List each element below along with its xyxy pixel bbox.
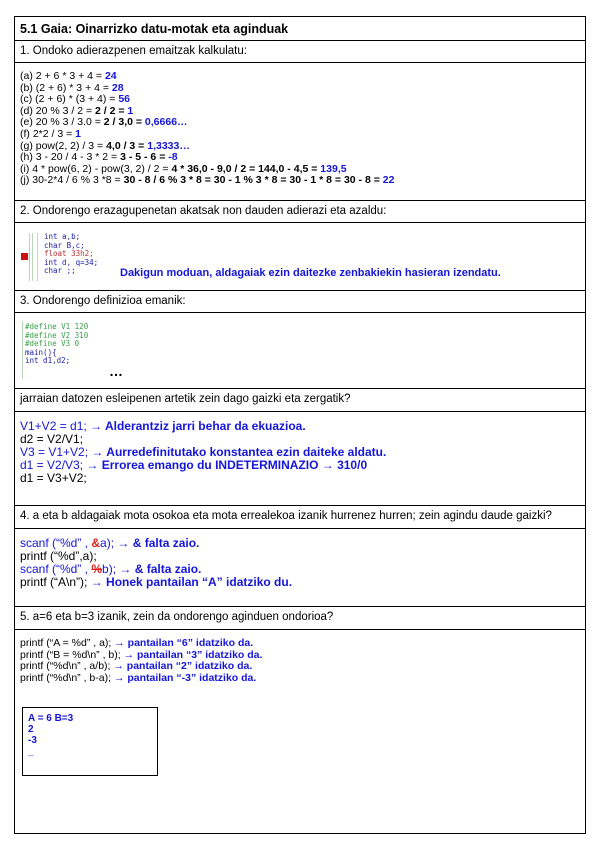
code-line: char ;;: [44, 266, 76, 276]
q1-line: (j) 30-2*4 / 6 % 3 *8 = 30 - 8 / 6 % 3 * 8 = 30 - 1 % 3 * 8 = 30 - 1 * 8 = 30 - 8 = 22: [20, 174, 395, 187]
q1-line-list: [20, 71, 580, 187]
console-line: 2: [28, 724, 34, 735]
q3b-line: V1+V2 = d1; → Alderantziz jarri behar da ekuazioa.: [20, 419, 306, 433]
page-title: 5.1 Gaia: Oinarrizko datu-motak eta aginduak: [15, 17, 585, 41]
q5-line-list: [20, 638, 580, 684]
q5-line: printf (“A = %d” , a); → pantailan “6” idatziko da.: [20, 637, 254, 649]
code-line: int a,b;: [44, 232, 81, 241]
q1-line: (i) 4 * pow(6, 2) - pow(3, 2) / 2 = 4 * 36,0 - 9,0 / 2 = 144,0 - 4,5 = 139,5: [20, 162, 347, 175]
q4-line-1: scanf (“%d” , &a); → & falta zaio.: [20, 536, 200, 550]
q4-line-3: scanf (“%d” , %b); → & falta zaio.: [20, 562, 202, 576]
q2-header: 2. Ondorengo erazagupenetan akatsak non dauden adierazi eta azaldu:: [15, 201, 585, 223]
q5-line: printf (“%d\n” , b-a); → pantailan “-3” idatziko da.: [20, 671, 257, 684]
q4-line-2: printf (“%d”,a);: [20, 549, 97, 563]
q3-code: [25, 323, 88, 366]
q1-line: (d) 20 % 3 / 2 = 2 / 2 = 1: [20, 104, 134, 117]
q1-line: (a) 2 + 6 * 3 + 4 = 24: [20, 70, 117, 82]
worksheet: [14, 16, 586, 834]
code-line: main(){: [25, 347, 57, 357]
q5-line: printf (“B = %d\n” , b); → pantailan “3” idatziko da.: [20, 648, 263, 661]
q4-header: 4. a eta b aldagaiak mota osokoa eta mota errealekoa izanik hurrenez hurren; zein agindu daude gaizki?: [15, 506, 585, 529]
q3b-line: d1 = V3+V2;: [20, 471, 87, 485]
code-line: char B,c;: [44, 240, 85, 250]
q4-line-4: printf (“A\n”); → Honek pantailan “A” idatziko du.: [20, 575, 293, 589]
code-line: #define V2 310: [25, 330, 89, 340]
breakpoint-icon: [21, 253, 28, 260]
q5-line: printf (“%d\n” , a/b); → pantailan “2” idatziko da.: [20, 660, 253, 673]
q3b-header: jarraian datozen esleipenen artetik zein dago gaizki eta zergatik?: [15, 389, 585, 412]
q1-header: 1. Ondoko adierazpenen emaitzak kalkulatu:: [15, 41, 585, 63]
q2-answer: Dakigun moduan, aldagaiak ezin daitezke zenbakiekin hasieran izendatu.: [120, 267, 501, 279]
q4-answers: [15, 529, 585, 607]
q1-answers: [15, 63, 585, 201]
code-line: int d, q=34;: [44, 257, 99, 267]
q1-line: (b) (2 + 6) * 3 + 4 = 28: [20, 81, 124, 94]
console-line: A = 6 B=3: [28, 713, 74, 724]
q3b-answers: [15, 412, 585, 506]
q1-line: (c) (2 + 6) * (3 + 4) = 56: [20, 93, 131, 106]
console-line: -3: [28, 735, 37, 746]
console-output: [22, 707, 158, 776]
q3b-line-list: [20, 420, 580, 485]
q1-line: (h) 3 - 20 / 4 - 3 * 2 = 3 - 5 - 6 = -8: [20, 151, 178, 164]
ellipsis: …: [109, 363, 123, 379]
q5-header: 5. a=6 eta b=3 izanik, zein da ondorengo aginduen ondorioa?: [15, 607, 585, 630]
q2-code: [44, 233, 98, 276]
q1-line: (e) 20 % 3 / 3.0 = 2 / 3,0 = 0,6666…: [20, 116, 188, 129]
q1-line: (g) pow(2, 2) / 3 = 4,0 / 3 = 1,3333…: [20, 139, 190, 152]
code-line: #define V1 120: [25, 322, 89, 331]
q3b-line: d2 = V2/V1;: [20, 432, 84, 446]
q3-header: 3. Ondorengo definizioa emanik:: [15, 291, 585, 313]
q3b-line: d1 = V2/V3; → Errorea emango du INDETERMINAZIO → 310/0: [20, 458, 368, 472]
console-line: _: [28, 746, 34, 757]
q3b-line: V3 = V1+V2; → Aurredefinitutako konstantea ezin daiteke aldatu.: [20, 445, 387, 459]
q5-answers: [15, 630, 585, 813]
code-line: float 33h2;: [44, 249, 94, 259]
code-line: #define V3 0: [25, 339, 80, 349]
code-line: int d1,d2;: [25, 356, 71, 366]
q2-code-area: [15, 223, 585, 291]
q3-code-area: [15, 313, 585, 389]
q1-line: (f) 2*2 / 3 = 1: [20, 127, 81, 140]
